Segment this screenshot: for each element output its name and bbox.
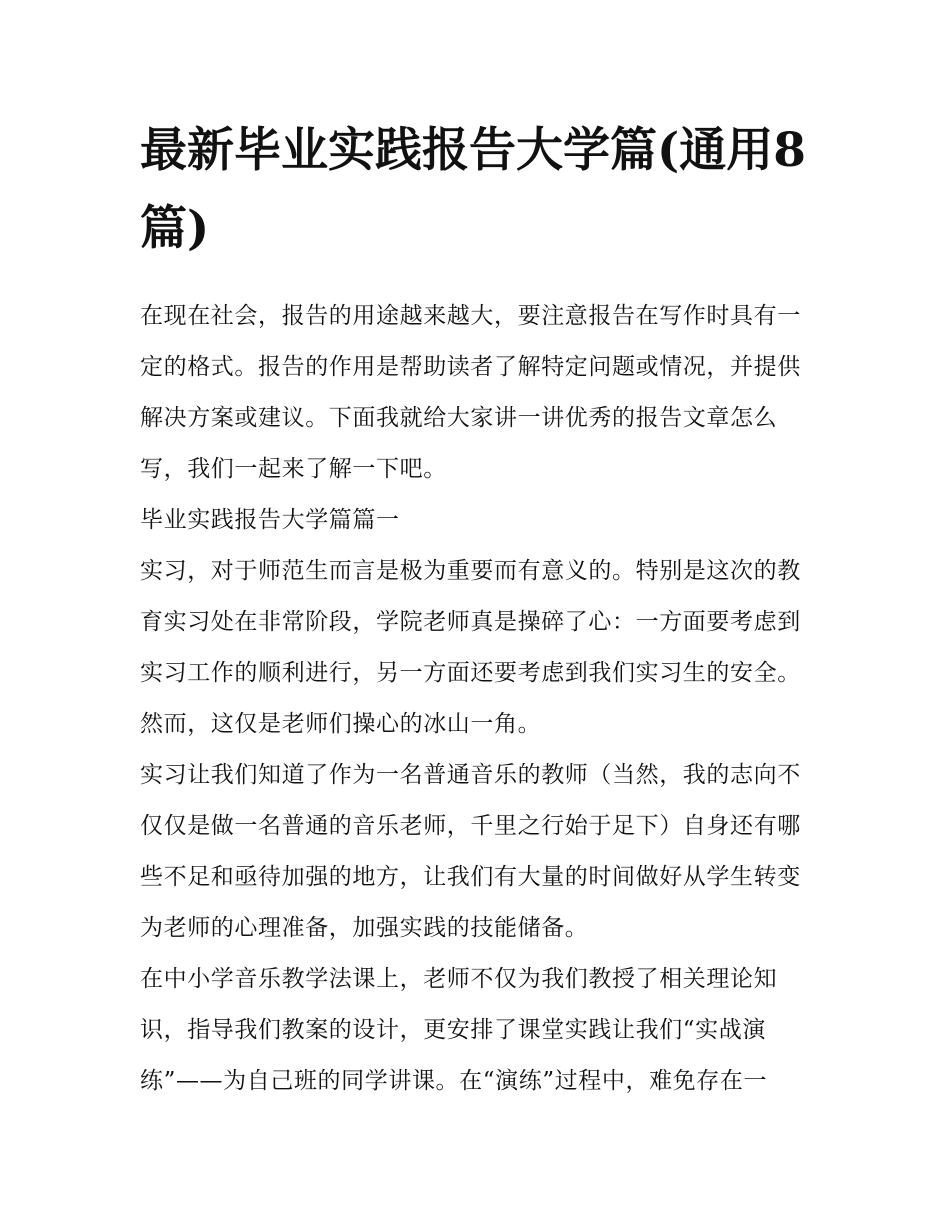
document-body (140, 112, 812, 1107)
body-paragraph: 实习让我们知道了作为一名普通音乐的教师（当然，我的志向不仅仅是做一名普通的音乐老师，千里之行始于足下）自身还有哪些不足和亟待加强的地方，让我们有大量的时间做好从学生转变为老师的心理准备，加强实践的技能储备。 (140, 762, 801, 941)
document-title: 最新毕业实践报告大学篇(通用8篇) (140, 123, 806, 256)
intro-paragraph: 在现在社会，报告的用途越来越大，要注意报告在写作时具有一定的格式。报告的作用是帮助读者了解特定问题或情况，并提供解决方案或建议。下面我就给大家讲一讲优秀的报告文章怎么写，我们一起来了解一下吧。 (140, 303, 801, 482)
body-paragraph: 在中小学音乐教学法课上，老师不仅为我们教授了相关理论知识，指导我们教案的设计，更安排了课堂实践让我们“实战演练”——为自己班的同学讲课。在“演练”过程中，难免存在一 (140, 966, 778, 1094)
body-paragraph: 实习，对于师范生而言是极为重要而有意义的。特别是这次的教育实习处在非常阶段，学院老师真是操碎了心：一方面要考虑到实习工作的顺利进行，另一方面还要考虑到我们实习生的安全。然而，这仅是老师们操心的冰山一角。 (140, 558, 801, 737)
section-heading: 毕业实践报告大学篇篇一 (140, 507, 400, 533)
